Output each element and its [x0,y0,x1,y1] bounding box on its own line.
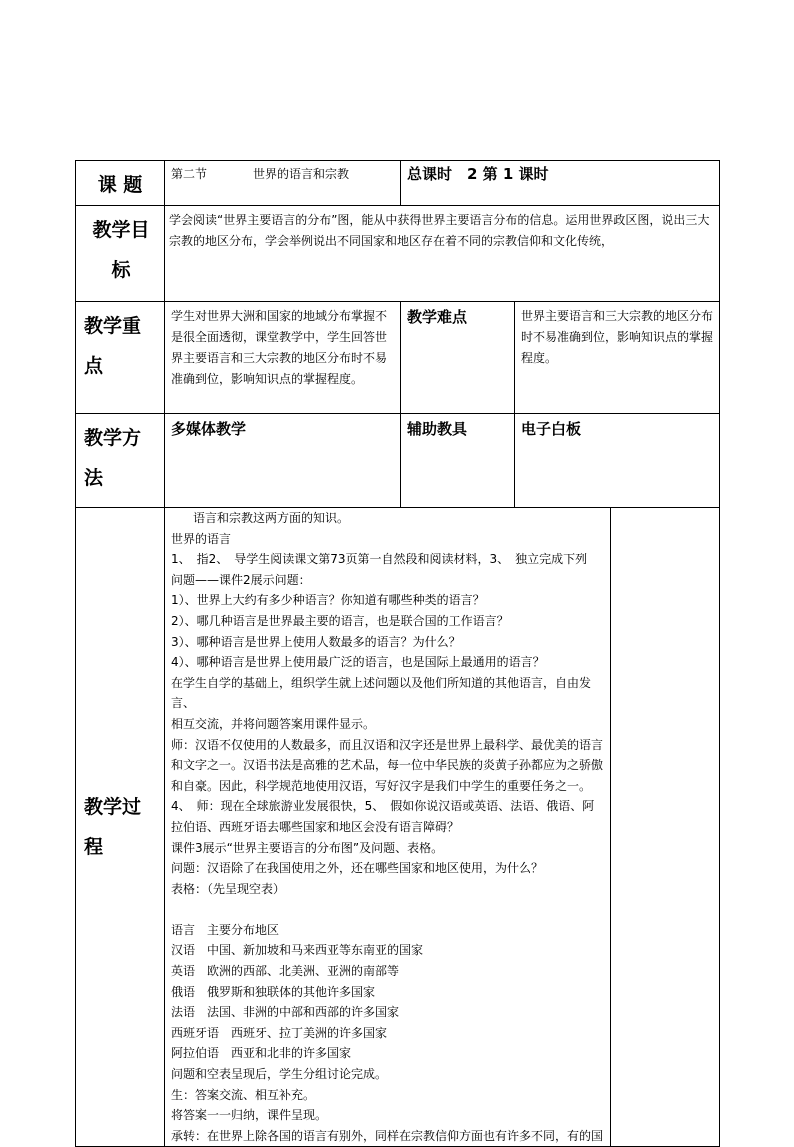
process-line: 师：汉语不仅使用的人数最多，而且汉语和汉字还是世界上最科学、最优美的语言 [171,737,604,752]
aids-label: 辅助教具 [401,414,515,508]
process-line: 3）、哪种语言是世界上使用人数最多的语言？为什么？ [171,634,461,649]
process-line: 和文字之一。汉语书法是高雅的艺术品，每一位中华民族的炎黄子孙都应为之骄傲 [171,758,604,773]
process-line: 汉语 中国、新加坡和马来西亚等东南亚的国家 [171,943,424,958]
goals-text: 学会阅读“世界主要语言的分布”图，能从中获得世界主要语言分布的信息。运用世界政区图，说出三大宗教的地区分布，学会举例说出不同国家和地区存在着不同的宗教信仰和文化传统， [165,206,720,302]
process-line: 承转：在世界上除各国的语言有别外，同样在宗教信仰方面也有许多不同，有的国 [171,1128,604,1143]
title-row [76,161,720,206]
section-number: 第二节 [171,167,208,181]
process-line: 西班牙语 西班牙、拉丁美洲的许多国家 [171,1025,388,1040]
process-line: 阿拉伯语 西亚和北非的许多国家 [171,1046,352,1061]
process-content [165,508,611,1147]
process-line: 1）、世界上大约有多少种语言？你知道有哪些种类的语言？ [171,593,485,608]
lesson-title-cell [165,161,401,206]
process-lines [171,508,604,1146]
process-line: 将答案一一归纳，课件呈现。 [171,1108,328,1123]
aids-value: 电子白板 [515,414,720,508]
process-row [76,508,720,1147]
process-line: 4）、哪种语言是世界上使用最广泛的语言，也是国际上最通用的语言？ [171,655,545,670]
process-line: 世界的语言 [171,531,232,546]
lesson-plan-table [75,160,720,1147]
difficulty-text: 世界主要语言和三大宗教的地区分布时不易准确到位，影响知识点的掌握程度。 [515,302,720,414]
process-line: 语言和宗教这两方面的知识。 [193,511,350,525]
process-line: 和自豪。因此，科学规范地使用汉语，写好汉字是我们中学生的重要任务之一。 [171,778,592,793]
process-line: 问题：汉语除了在我国使用之外，还在哪些国家和地区使用，为什么？ [171,861,544,876]
goals-label: 教学目标 [76,206,165,302]
process-line: 课件3展示“世界主要语言的分布图”及问题、表格。 [171,840,444,855]
process-empty-cell [611,508,720,1147]
total-hours: 总课时 2 第 1 课时 [401,161,720,206]
process-line: 在学生自学的基础上，组织学生就上述问题以及他们所知道的其他语言，自由发言、 [171,675,592,711]
process-line: 4、 师：现在全球旅游业发展很快，5、 假如你说汉语或英语、法语、俄语、阿 [171,799,595,814]
key-points-text: 学生对世界大洲和国家的地域分布掌握不是很全面透彻，课堂教学中，学生回答世界主要语言和三大宗教的地区分布时不易准确到位，影响知识点的掌握程度。 [165,302,401,414]
process-line: 2）、哪几种语言是世界最主要的语言，也是联合国的工作语言？ [171,613,509,628]
subject-label: 课 题 [76,161,165,206]
process-line: 英语 欧洲的西部、北美洲、亚洲的南部等 [171,964,400,979]
process-line: 语言 主要分布地区 [171,922,280,937]
process-label: 教学过程 [76,508,165,1147]
key-points-label: 教学重点 [76,302,165,414]
goals-row [76,206,720,302]
key-points-row [76,302,720,414]
process-line: 俄语 俄罗斯和独联体的其他许多国家 [171,984,376,999]
process-line: 法语 法国、非洲的中部和西部的许多国家 [171,1005,400,1020]
difficulty-label: 教学难点 [401,302,515,414]
process-line: 1、 指2、 导学生阅读课文第73页第一自然段和阅读材料，3、 独立完成下列 [171,552,588,567]
process-line: 问题和空表呈现后，学生分组讨论完成。 [171,1067,388,1082]
methods-label: 教学方法 [76,414,165,508]
process-line: 问题——课件2展示问题： [171,572,311,587]
process-line: 生：答案交流、相互补充。 [171,1087,316,1102]
methods-row [76,414,720,508]
process-line: 相互交流，并将问题答案用课件显示。 [171,716,376,731]
lesson-title: 世界的语言和宗教 [253,167,350,181]
process-line: 拉伯语、西班牙语去哪些国家和地区会没有语言障碍？ [171,819,460,834]
process-line: 表格：（先呈现空表） [171,881,286,896]
method-value: 多媒体教学 [165,414,401,508]
process-line [171,899,604,920]
